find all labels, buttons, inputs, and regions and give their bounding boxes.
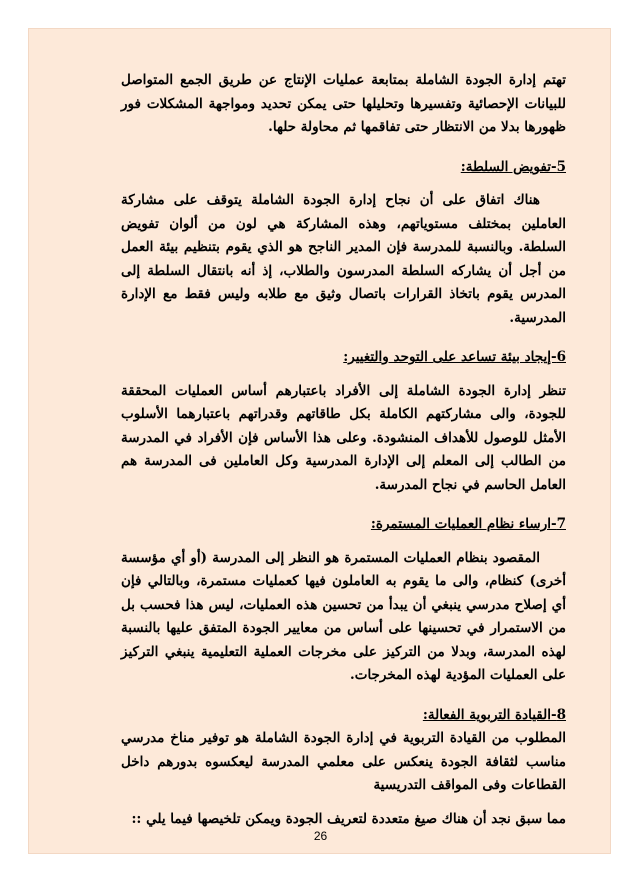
document-page	[28, 28, 611, 854]
section-body-delegation: هناك اتفاق على أن نجاح إدارة الجودة الشاملة يتوقف على مشاركة العاملين بمختلف مستوياتهم، وهذه المشاركة هي لون من ألوان تفويض السلطة. وبالنسبة للمدرسة فإن المدير الناجح هو الذي يقوم بتنظيم بيئة العمل من أجل أن يشاركه السلطة المدرسون والطلاب، إذ أنه بانتقال السلطة إلى المدرس يقوم باتخاذ القرارات باتصال وثيق مع طلابه وليس فقط مع الإدارة المدرسية.	[121, 192, 566, 326]
section-heading-environment: 6-إيجاد بيئة تساعد على التوحد والتغيير:	[343, 349, 566, 365]
closing-paragraph: مما سبق نجد أن هناك صيغ متعددة لتعريف الجودة ويمكن تلخيصها فيما يلي ::	[131, 810, 566, 827]
section-body-environment: تنظر إدارة الجودة الشاملة إلى الأفراد باعتبارهم أساس العمليات المحققة للجودة، والى مشاركتهم الكاملة بكل طاقاتهم وقدراتهم باعتبارهما الأسلوب الأمثل للوصول للأهداف المنشودة. وعلى هذا الأساس فإن الأفراد في المدرسة من الطالب إلى المعلم إلى الإدارة المدرسية وكل العاملين فى المدرسة هم العامل الحاسم في نجاح المدرسة.	[121, 382, 566, 493]
intro-paragraph: تهتم إدارة الجودة الشاملة بمتابعة عمليات الإنتاج عن طريق الجمع المتواصل للبيانات الإحصائية وتفسيرها وتحليلها حتى يمكن تحديد ومواجهة المشكلات فور ظهورها بدلا من الانتظار حتى تفاقمها ثم محاولة حلها.	[121, 72, 566, 135]
section-body-continuous-processes: المقصود بنظام العمليات المستمرة هو النظر إلى المدرسة (أو أي مؤسسة أخرى) كنظام، والى ما يقوم به العاملون فيها كعمليات مستمرة، وبالتالي فإن أي إصلاح مدرسي ينبغي أن يبدأ من تحسين هذه العمليات، ليس هذا فحسب بل من الاستمرار في تحسينها على أساس من معايير الجودة المتفق عليها بالنسبة لهذه المدرسة، وبدلا من التركيز على مخرجات العملية التعليمية ينبغي التركيز على العمليات المؤدية لهذه المخرجات.	[121, 549, 566, 683]
section-heading-leadership: 8-القيادة التربوية الفعالة:	[422, 706, 566, 723]
section-heading-continuous-processes: 7-ارساء نظام العمليات المستمرة:	[370, 516, 566, 532]
section-heading-delegation: 5-تفويض السلطة:	[460, 158, 566, 175]
section-body-leadership: المطلوب من القيادة التربوية في إدارة الجودة الشاملة هو توفير مناخ مدرسي مناسب لثقافة الجودة ينعكس على معلمي المدرسة ليعكسوه بدورهم داخل القطاعات وفى المواقف التدريسية	[121, 730, 566, 793]
document-body	[121, 69, 566, 831]
page-number: 26	[313, 829, 328, 843]
